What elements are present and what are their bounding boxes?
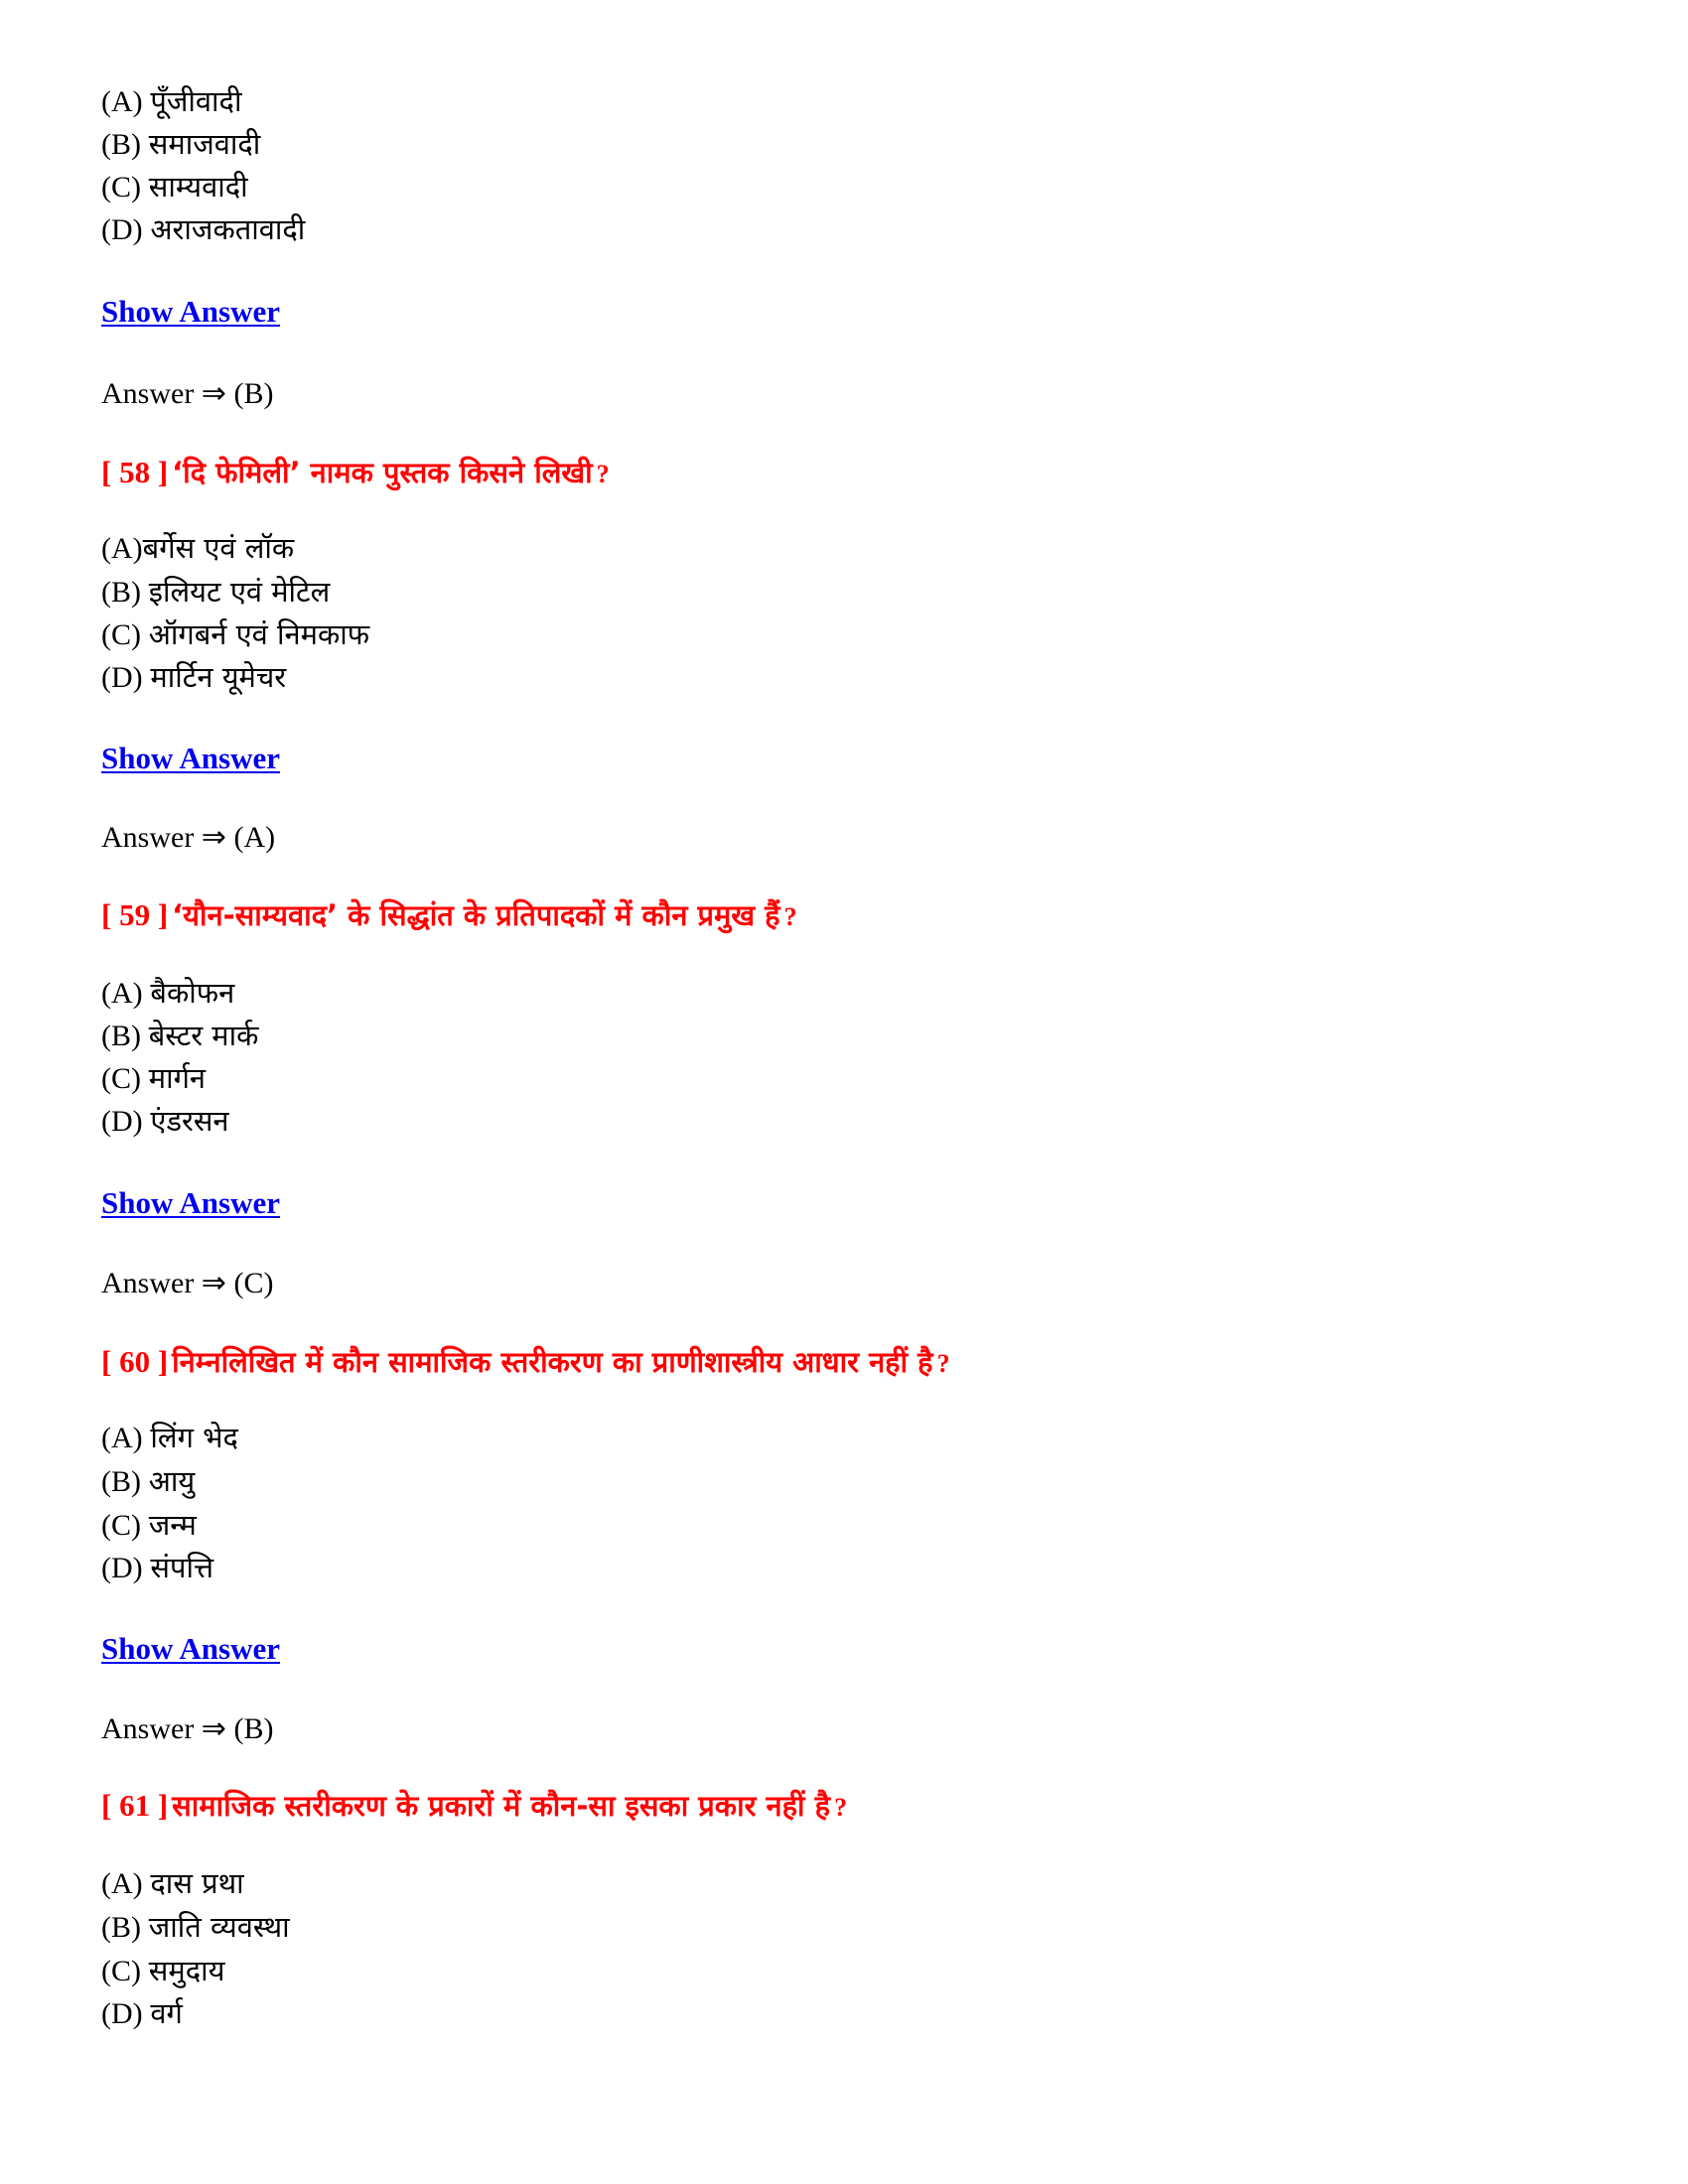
option-text: दास प्रथा (150, 1866, 244, 1900)
option-text: वर्ग (150, 1996, 183, 2030)
option-a (101, 79, 241, 123)
question-mark: ? (834, 1793, 848, 1822)
option-a (101, 526, 294, 570)
option-label: (A) (101, 85, 143, 118)
question-heading (101, 1340, 950, 1390)
option-text: इलियट एवं मेटिल (148, 575, 331, 609)
option-text: जन्म (148, 1508, 197, 1542)
option-text: अराजकतावादी (150, 212, 306, 246)
option-d (101, 1099, 229, 1143)
question-number: [ 60 ] (101, 1344, 169, 1379)
option-a (101, 1861, 244, 1905)
option-c (101, 1949, 224, 1992)
answer-text: Answer ⇒ (A) (101, 821, 276, 854)
answer-text: Answer ⇒ (C) (101, 1267, 274, 1299)
option-c (101, 613, 369, 656)
option-label: (D) (101, 1997, 143, 2030)
option-d (101, 655, 286, 699)
show-answer-link[interactable]: Show Answer (101, 741, 281, 775)
option-text: संपत्ति (150, 1551, 214, 1584)
option-text: समाजवादी (148, 127, 261, 161)
option-text: आयु (148, 1464, 196, 1498)
option-label: (D) (101, 661, 143, 694)
option-label: (C) (101, 1509, 141, 1542)
question-mark: ? (936, 1349, 950, 1378)
option-b (101, 1014, 258, 1057)
option-label: (A) (101, 1422, 143, 1454)
option-label: (A) (101, 1867, 143, 1900)
option-text: बेस्टर मार्क (148, 1019, 259, 1052)
option-text: पूँजीवादी (150, 84, 242, 118)
option-a (101, 1416, 238, 1459)
option-label: (D) (101, 213, 143, 246)
option-text: ऑगबर्न एवं निमकाफ (148, 617, 370, 651)
option-b (101, 1459, 195, 1503)
option-c (101, 1056, 206, 1100)
option-label: (B) (101, 1911, 141, 1944)
option-d (101, 1546, 213, 1589)
option-label: (D) (101, 1552, 143, 1584)
answer-text: Answer ⇒ (B) (101, 377, 274, 410)
option-b (101, 122, 260, 166)
option-text: लिंग भेद (150, 1421, 238, 1454)
option-label: (A) (101, 532, 143, 565)
question-number: [ 58 ] (101, 455, 169, 489)
question-heading (101, 1784, 847, 1834)
answer-text: Answer ⇒ (B) (101, 1712, 274, 1745)
option-text: बर्गेस एवं लॉक (142, 531, 295, 565)
option-label: (B) (101, 1020, 141, 1052)
option-b (101, 570, 330, 614)
option-label: (C) (101, 618, 141, 651)
question-text: सामाजिक स्तरीकरण के प्रकारों में कौन-सा इसका प्रकार नहीं है (172, 1789, 831, 1823)
option-text: बैकोफन (150, 976, 235, 1010)
option-text: साम्यवादी (148, 170, 248, 204)
question-text: ‘यौन-साम्यवाद’ के सिद्धांत के प्रतिपादकों में कौन प्रमुख हैं (172, 898, 780, 932)
option-label: (B) (101, 576, 141, 609)
option-label: (C) (101, 171, 141, 204)
question-heading (101, 451, 610, 500)
option-d (101, 207, 305, 251)
option-text: मार्गन (148, 1061, 207, 1095)
option-b (101, 1905, 290, 1949)
option-text: जाति व्यवस्था (148, 1910, 290, 1944)
option-text: समुदाय (148, 1954, 225, 1987)
option-label: (B) (101, 128, 141, 161)
question-text: निम्नलिखित में कौन सामाजिक स्तरीकरण का प्राणीशास्त्रीय आधार नहीं है (172, 1345, 933, 1379)
option-label: (A) (101, 977, 143, 1010)
option-label: (C) (101, 1062, 141, 1095)
question-text: ‘दि फेमिली’ नामक पुस्तक किसने लिखी (172, 456, 593, 489)
show-answer-link[interactable]: Show Answer (101, 1185, 281, 1220)
question-mark: ? (596, 460, 610, 488)
question-heading (101, 893, 797, 943)
question-mark: ? (783, 902, 797, 931)
option-label: (C) (101, 1955, 141, 1987)
option-c (101, 1503, 197, 1547)
option-d (101, 1991, 183, 2035)
option-c (101, 165, 248, 208)
question-number: [ 59 ] (101, 897, 169, 932)
option-label: (B) (101, 1465, 141, 1498)
option-a (101, 971, 234, 1015)
option-text: एंडरसन (150, 1104, 229, 1138)
show-answer-link[interactable]: Show Answer (101, 1631, 281, 1666)
option-text: मार्टिन यूमेचर (150, 660, 287, 694)
show-answer-link[interactable]: Show Answer (101, 294, 281, 329)
option-label: (D) (101, 1105, 143, 1138)
question-number: [ 61 ] (101, 1788, 169, 1823)
